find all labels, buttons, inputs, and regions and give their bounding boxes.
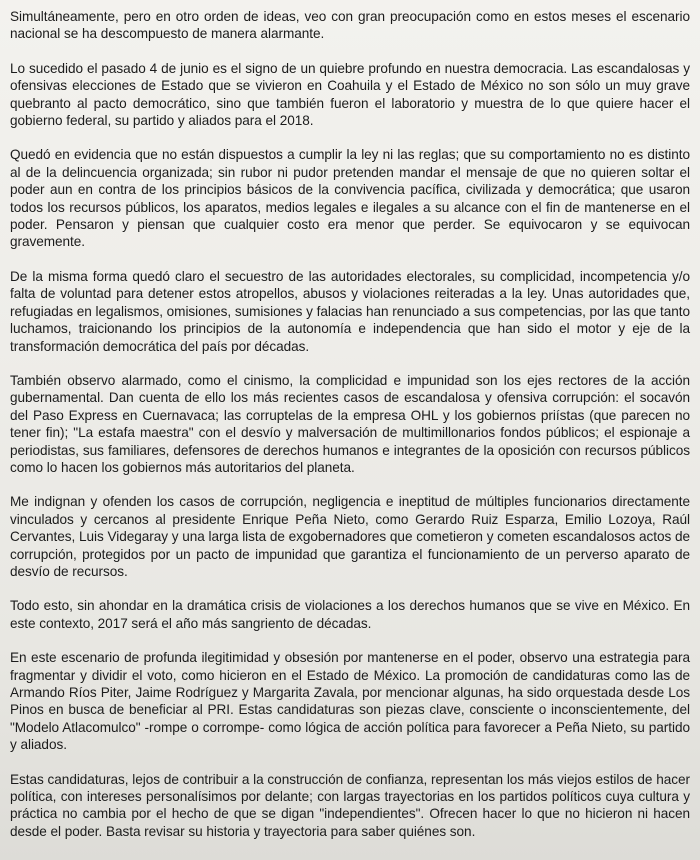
paragraph-3: Quedó en evidencia que no están dispuestos a cumplir la ley ni las reglas; que su comportamiento no es distinto al de la delincuencia organizada; sin rubor ni pudor pretenden mandar el mensaje de que no quieren soltar el poder aun en contra de los principios básicos de la convivencia pacífica, civilizada y democrática; que usaron todos los recursos públicos, los aparatos, medios legales e ilegales a su alcance con el fin de mantenerse en el poder. Pensaron y piensan que cualquier costo era menor que perder. Se equivocaron y se equivocan gravemente. — [10, 147, 690, 250]
paragraph-4: De la misma forma quedó claro el secuestro de las autoridades electorales, su complicidad, incompetencia y/o falta de voluntad para detener estos atropellos, abusos y violaciones reiteradas a la ley. Unas autoridades que, refugiadas en legalismos, omisiones, sumisiones y falacias han renunciado a sus competencias, por las que tanto luchamos, traicionando los principios de la autonomía e independencia que han sido el motor y eje de la transformación democrática del país por décadas. — [10, 268, 690, 354]
paragraph-7: Todo esto, sin ahondar en la dramática crisis de violaciones a los derechos humanos que se vive en México. En este contexto, 2017 será el año más sangriento de décadas. — [10, 598, 690, 631]
paragraph-9: Estas candidaturas, lejos de contribuir a la construcción de confianza, representan los más viejos estilos de hacer política, con intereses personalísimos por delante; con largas trayectorias en los partidos políticos cuya cultura y práctica no cambia por el hecho de que se digan "independientes". Ofrecen hacer lo que no hicieron ni hacen desde el poder. Basta revisar su historia y trayectoria para saber quiénes son. — [10, 771, 690, 839]
paragraph-1: Simultáneamente, pero en otro orden de ideas, veo con gran preocupación como en estos meses el escenario nacional se ha descompuesto de manera alarmante. — [10, 9, 690, 42]
paragraph-2: Lo sucedido el pasado 4 de junio es el signo de un quiebre profundo en nuestra democracia. Las escandalosas y ofensivas elecciones de Estado que se vivieron en Coahuila y el Estado de México no son sólo un muy grave quebranto al pacto democrático, sino que también fueron el laboratorio y muestra de lo que quiere hacer el gobierno federal, su partido y aliados para el 2018. — [10, 60, 690, 129]
paragraph-8: En este escenario de profunda ilegitimidad y obsesión por mantenerse en el poder, observo una estrategia para fragmentar y dividir el voto, como hicieron en el Estado de México. La promoción de candidaturas como las de Armando Ríos Piter, Jaime Rodríguez y Margarita Zavala, por mencionar algunas, ha sido orquestada desde Los Pinos en busca de beneficiar al PRI. Estas candidaturas son piezas clave, consciente o inconscientemente, del "Modelo Atlacomulco" -rompe o corrompe- como lógica de acción política para favorecer a Peña Nieto, su partido y aliados. — [10, 650, 690, 753]
paragraph-5: También observo alarmado, como el cinismo, la complicidad e impunidad son los ejes rectores de la acción gubernamental. Dan cuenta de ello los más recientes casos de escandalosa y ofensiva corrupción: el socavón del Paso Express en Cuernavaca; las corruptelas de la empresa OHL y los gobiernos priístas (que parecen no tener fin); "La estafa maestra" con el desvío y malversación de multimillonarios fondos públicos; el espionaje a periodistas, sus familiares, defensores de derechos humanos e integrantes de la oposición con recursos públicos como lo hacen los gobiernos más autoritarios del planeta. — [10, 372, 690, 475]
paragraph-6: Me indignan y ofenden los casos de corrupción, negligencia e ineptitud de múltiples funcionarios directamente vinculados y cercanos al presidente Enrique Peña Nieto, como Gerardo Ruiz Esparza, Emilio Lozoya, Raúl Cervantes, Luis Videgaray y una larga lista de exgobernadores que cometieron y cometen escandalosos actos de corrupción, protegidos por un pacto de impunidad que garantiza el funcionamiento de un perverso aparato de desvío de recursos. — [10, 494, 690, 579]
